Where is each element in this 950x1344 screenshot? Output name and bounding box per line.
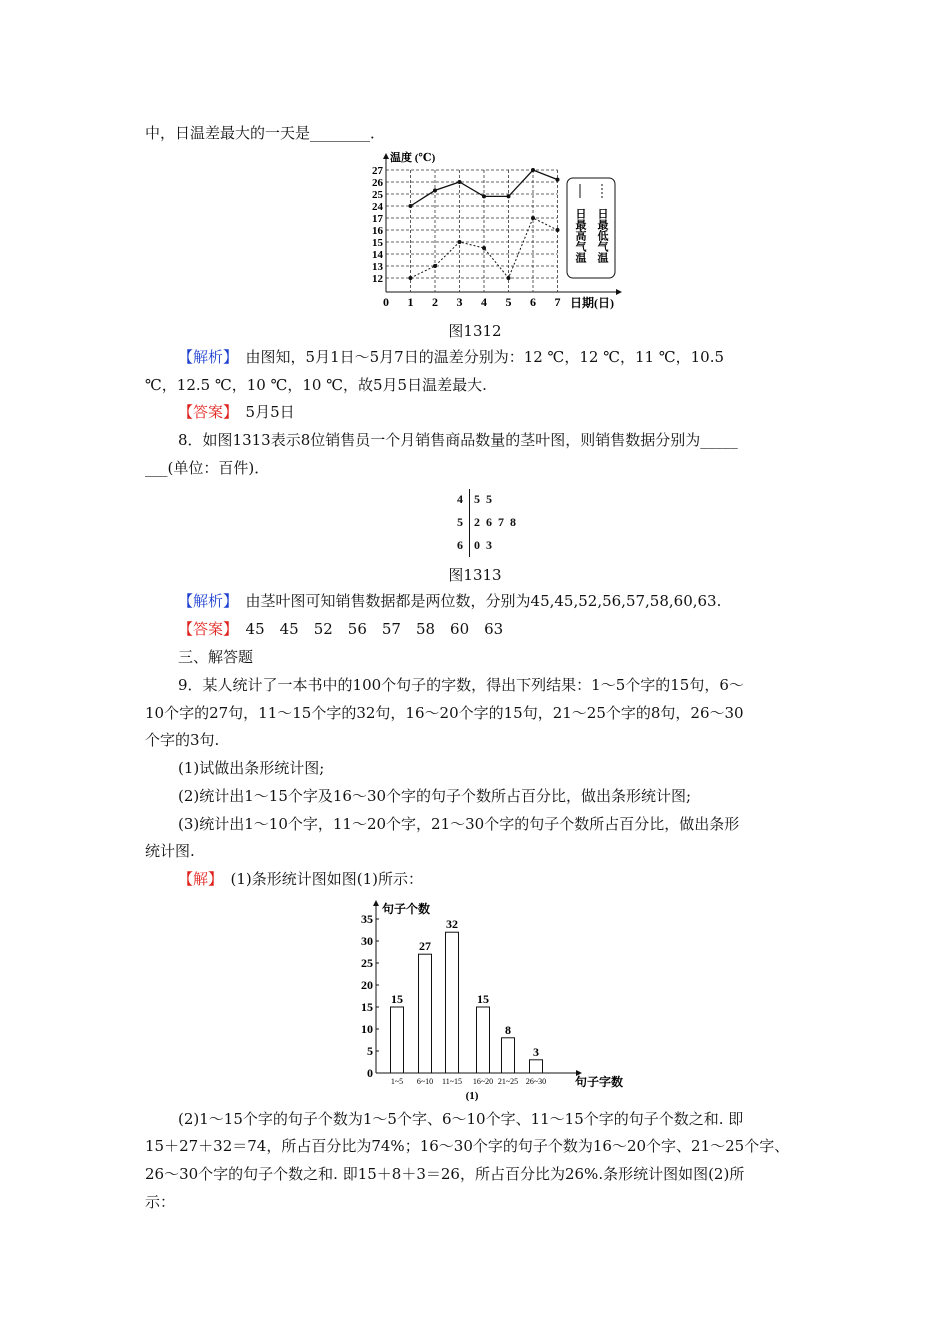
text-line: ___(单位：百件)． [145,459,270,477]
stem: 6 [457,538,463,552]
stem: 4 [457,492,463,506]
y-tick-label: 17 [372,213,383,225]
text-line: 9．某人统计了一本书中的100个句子的字数，得出下列结果：1～5个字的15句，6～ [178,676,744,694]
data-point [531,216,535,220]
data-point [458,240,462,244]
x-tick-label: 21~25 [497,1077,519,1086]
chart-caption: (1) [465,1090,479,1102]
text: (1)条形统计图如图(1)所示： [230,870,424,888]
data-point [556,228,560,232]
text-line: ℃，12.5 ℃，10 ℃，10 ℃，故5月5日温差最大. [145,376,487,394]
bar [477,1007,490,1073]
bar [530,1060,543,1073]
y-tick-label: 13 [372,261,383,273]
text-line: 26～30个字的句子个数之和. 即15＋8＋3＝26，所占百分比为26%.条形统计图如图(2)所 [145,1165,745,1183]
y-axis-arrow [373,900,379,906]
data-point [556,178,560,182]
data-point [409,204,413,208]
text-line: (2)1～15个字的句子个数为1～5个字、6～10个字、11～15个字的句子个数之和. 即 [178,1110,744,1128]
text-line: (1)试做出条形统计图; [178,759,325,777]
stem: 5 [457,515,463,529]
y-tick-label: 0 [367,1066,373,1080]
answer-line [178,402,295,422]
text-line: 示： [145,1193,176,1211]
answer-line [178,619,503,639]
section-heading: 三、解答题 [178,648,254,666]
text-line: 个字的3句. [145,731,220,749]
text: 由茎叶图可知销售数据都是两位数，分别为45,45,52,56,57,58,60,63. [245,592,722,610]
x-tick-label: 7 [554,295,561,309]
bar-value-label: 15 [477,992,489,1006]
x-tick-label: 11~15 [441,1077,463,1086]
y-tick-label: 14 [372,249,383,261]
text-line: 8．如图1313表示8位销售员一个月销售商品数量的茎叶图，则销售数据分别为_____ [178,431,738,449]
y-tick-label: 25 [361,956,373,970]
text-line: 10个字的27句，11～15个字的32句，16～20个字的15句，21～25个字的8句，26～30 [145,704,744,722]
data-point [531,168,535,172]
y-tick-label: 26 [372,177,383,189]
stem-leaf-divider [469,489,470,557]
text-line: 中，日温差最大的一天是________． [145,124,386,142]
y-axis-arrow [383,153,389,159]
analysis-label: 【解析】 [178,348,231,366]
text: 45 45 52 56 57 58 60 63 [245,620,504,638]
figure-caption: 图1312 [448,322,502,340]
text: 由图知，5月1日～5月7日的温差分别为：12 ℃，12 ℃，11 ℃，10.5 [245,348,725,366]
x-axis-label: 日期(日) [570,296,614,310]
x-axis-arrow [616,289,622,295]
x-tick-label: 16~20 [472,1077,494,1086]
y-tick-label: 27 [372,165,383,177]
bar-value-label: 27 [419,939,431,954]
text: 5月5日 [245,403,295,421]
y-tick-label: 12 [372,273,383,285]
data-point [507,194,511,198]
legend-label: 日最高气温 [574,208,586,263]
y-tick-label: 10 [361,1022,373,1036]
x-tick-label: 6~10 [416,1077,434,1086]
bar [419,954,432,1073]
bar [391,1007,404,1073]
bar-value-label: 15 [391,992,403,1006]
x-tick-label: 4 [481,295,487,309]
y-tick-label: 20 [361,978,373,992]
y-axis-label: 句子个数 [382,902,431,916]
analysis-label: 【解析】 [178,592,231,610]
bar-chart [350,896,650,1106]
y-tick-label: 25 [372,189,383,201]
y-tick-label: 5 [367,1044,373,1058]
legend-label: 日最低气温 [596,208,608,263]
leaves: 0 3 [474,538,492,552]
data-point [482,246,486,250]
bar-value-label: 32 [446,917,458,932]
text-line: 统计图. [145,842,195,860]
text-line: (3)统计出1～10个字，11～20个字，21～30个字的句子个数所占百分比，做出条形 [178,815,740,833]
solution-line [178,869,423,889]
temperature-chart [355,150,635,314]
x-tick-label: 5 [505,295,512,309]
leaves: 5 5 [474,492,492,506]
x-tick-label: 26~30 [525,1077,547,1086]
bar-value-label: 8 [505,1022,511,1037]
analysis-line [178,591,721,611]
bar-value-label: 3 [533,1044,539,1059]
x-tick-label: 1~5 [390,1077,404,1086]
x-tick-label: 0 [383,295,389,309]
y-axis-label: 温度 (℃) [390,152,436,164]
data-point [433,188,437,192]
y-tick-label: 16 [372,225,383,237]
y-tick-label: 15 [361,1000,373,1014]
text-line: 15＋27＋32＝74，所占百分比为74%；16～30个字的句子个数为16～20个字、21～25个字、 [145,1137,790,1155]
data-point [409,276,413,280]
x-axis-label: 句子字数 [575,1075,624,1089]
analysis-line [178,347,724,367]
x-tick-label: 1 [407,295,414,309]
figure-caption: 图1313 [448,566,502,584]
x-tick-label: 6 [530,295,536,309]
data-point [507,276,511,280]
leaves: 2 6 7 8 [474,515,516,529]
bar [446,932,459,1073]
data-point [458,180,462,184]
x-tick-label: 3 [456,295,463,309]
answer-label: 【答案】 [178,620,231,638]
y-tick-label: 30 [361,934,373,948]
y-tick-label: 35 [361,912,373,926]
solution-label: 【解】 [178,870,216,888]
stem-leaf-plot [450,489,550,559]
text-line: (2)统计出1～15个字及16～30个字的句子个数所占百分比，做出条形统计图; [178,787,692,805]
bar [502,1038,515,1073]
data-point [433,264,437,268]
data-point [482,194,486,198]
x-tick-label: 2 [432,295,438,309]
y-tick-label: 24 [372,201,383,213]
answer-label: 【答案】 [178,403,231,421]
y-tick-label: 15 [372,237,383,249]
